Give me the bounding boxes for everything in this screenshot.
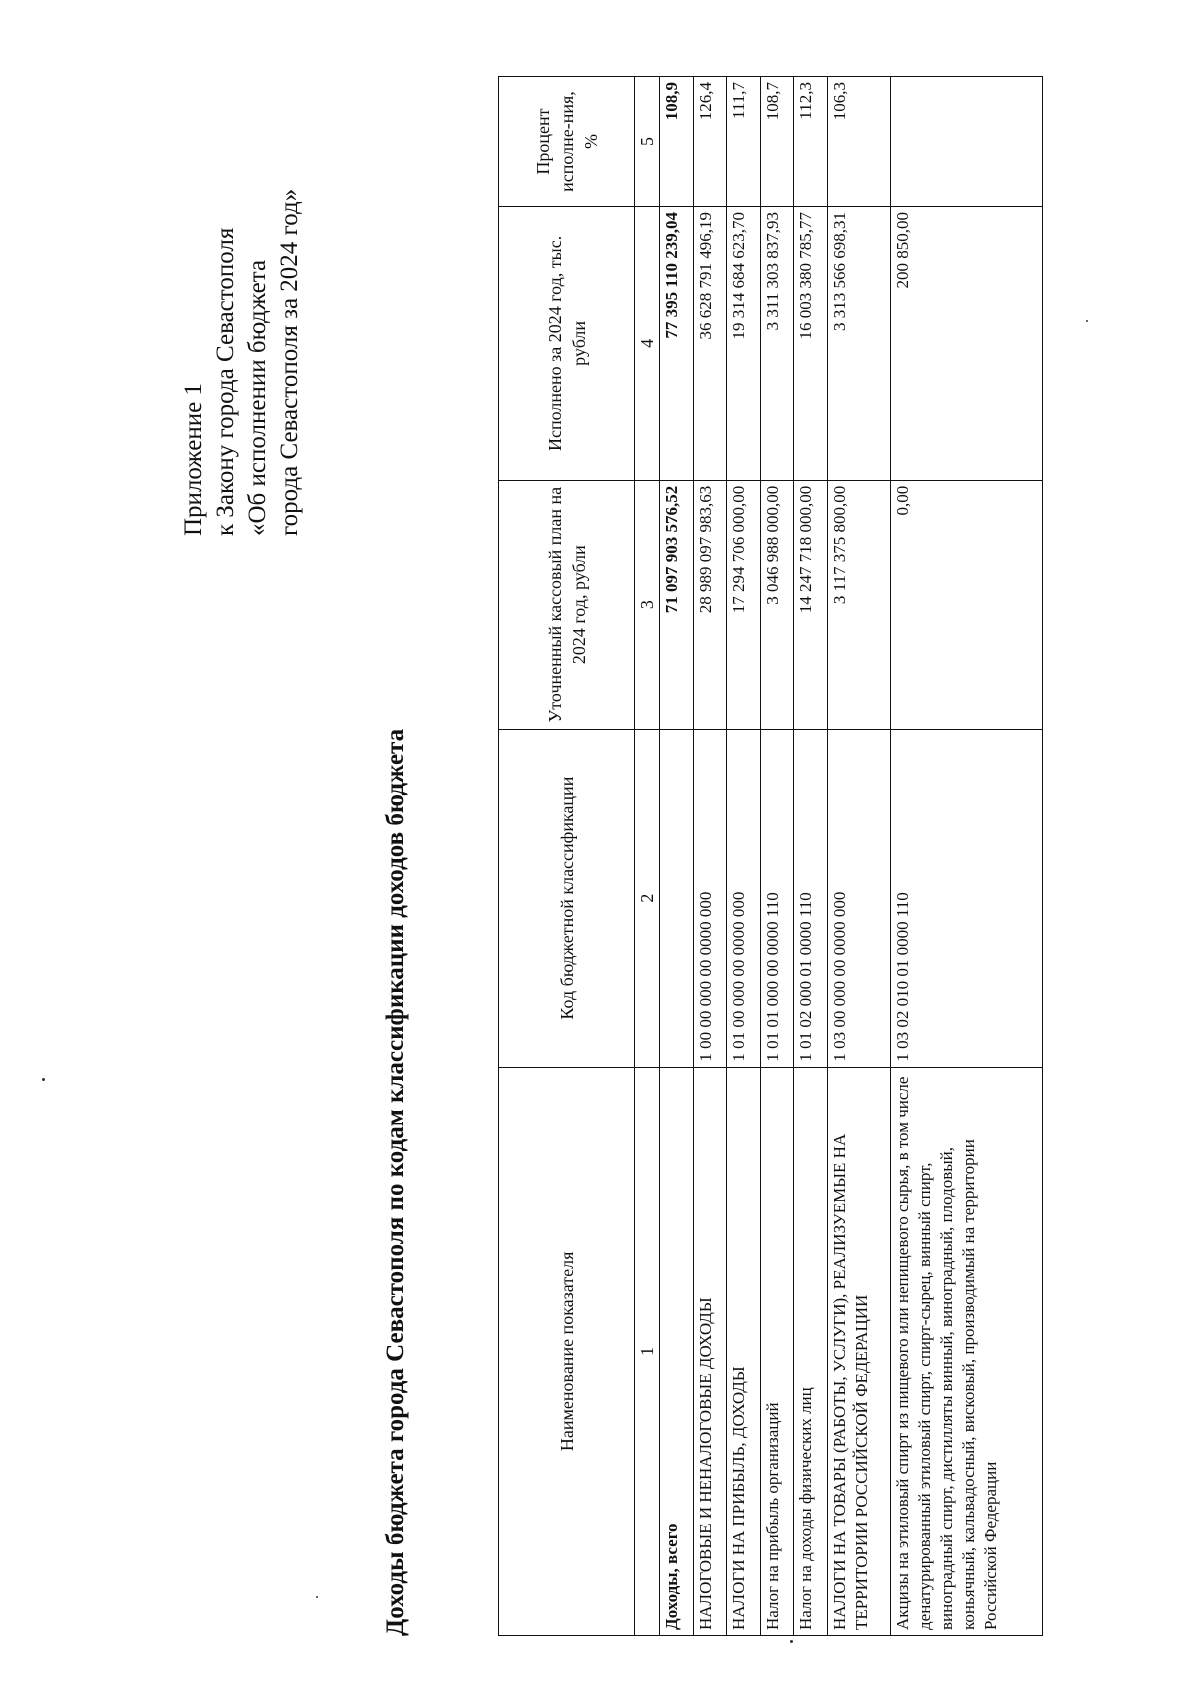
column-header-percent: Процент исполне-ния, % bbox=[499, 77, 635, 207]
row-name: НАЛОГИ НА ПРИБЫЛЬ, ДОХОДЫ bbox=[727, 1067, 761, 1635]
table-row bbox=[760, 77, 794, 1636]
row-executed: 3 311 303 837,93 bbox=[760, 207, 794, 481]
row-name: НАЛОГОВЫЕ И НЕНАЛОГОВЫЕ ДОХОДЫ bbox=[693, 1067, 727, 1635]
row-plan: 17 294 706 000,00 bbox=[727, 480, 761, 729]
row-plan: 3 046 988 000,00 bbox=[760, 480, 794, 729]
row-percent: 108,9 bbox=[660, 77, 694, 207]
row-executed: 3 313 566 698,31 bbox=[827, 207, 890, 481]
table-row bbox=[727, 77, 761, 1636]
row-code: 1 03 00 000 00 0000 000 bbox=[827, 729, 890, 1067]
column-number: 4 bbox=[635, 207, 660, 481]
row-executed: 19 314 684 623,70 bbox=[727, 207, 761, 481]
income-table bbox=[498, 76, 1043, 1636]
row-name: Акцизы на этиловый спирт из пищевого или непищевого сырья, в том числе денатурированный этиловый спирт, спирт-сырец, винный спирт, виноградный спирт, дистилляты винный, виноградный, плодовый, коньячный, кальвадосный, висковый, производимый на территории Российской Федерации bbox=[891, 1067, 1043, 1635]
row-code bbox=[660, 729, 694, 1067]
row-code: 1 01 02 000 01 0000 110 bbox=[794, 729, 828, 1067]
appendix-line: Приложение 1 bbox=[180, 383, 207, 536]
appendix-header bbox=[178, 66, 306, 536]
appendix-line: «Об исполнении бюджета bbox=[244, 259, 271, 536]
row-code: 1 01 00 000 00 0000 000 bbox=[727, 729, 761, 1067]
column-number: 5 bbox=[635, 77, 660, 207]
row-percent: 112,3 bbox=[794, 77, 828, 207]
row-percent: 126,4 bbox=[693, 77, 727, 207]
row-name: НАЛОГИ НА ТОВАРЫ (РАБОТЫ, УСЛУГИ), РЕАЛИЗУЕМЫЕ НА ТЕРРИТОРИИ РОССИЙСКОЙ ФЕДЕРАЦИИ bbox=[827, 1067, 890, 1635]
row-name: Доходы, всего bbox=[660, 1067, 694, 1635]
row-name: Налог на доходы физических лиц bbox=[794, 1067, 828, 1635]
table-row bbox=[794, 77, 828, 1636]
row-code: 1 00 00 000 00 0000 000 bbox=[693, 729, 727, 1067]
row-plan: 3 117 375 800,00 bbox=[827, 480, 890, 729]
column-header-plan: Уточненный кассовый план на 2024 год, рубли bbox=[499, 480, 635, 729]
appendix-line: к Закону города Севастополя bbox=[212, 227, 239, 536]
column-header-executed: Исполнено за 2024 год, тыс. рубли bbox=[499, 207, 635, 481]
row-percent: 111,7 bbox=[727, 77, 761, 207]
column-header-code: Код бюджетной классификации bbox=[499, 729, 635, 1067]
row-plan: 71 097 903 576,52 bbox=[660, 480, 694, 729]
column-header-name: Наименование показателя bbox=[499, 1067, 635, 1635]
document-title: Доходы бюджета города Севастополя по кодам классификации доходов бюджета bbox=[382, 728, 409, 1636]
row-executed: 36 628 791 496,19 bbox=[693, 207, 727, 481]
table-row bbox=[693, 77, 727, 1636]
row-percent bbox=[891, 77, 1043, 207]
column-number: 2 bbox=[635, 729, 660, 1067]
row-executed: 77 395 110 239,04 bbox=[660, 207, 694, 481]
row-percent: 108,7 bbox=[760, 77, 794, 207]
table-header-row bbox=[499, 77, 635, 1636]
table-row bbox=[827, 77, 890, 1636]
row-executed: 16 003 380 785,77 bbox=[794, 207, 828, 481]
row-percent: 106,3 bbox=[827, 77, 890, 207]
column-number: 1 bbox=[635, 1067, 660, 1635]
row-plan: 14 247 718 000,00 bbox=[794, 480, 828, 729]
appendix-line: города Севастополя за 2024 год» bbox=[276, 188, 303, 536]
row-code: 1 01 01 000 00 0000 110 bbox=[760, 729, 794, 1067]
row-code: 1 03 02 010 01 0000 110 bbox=[891, 729, 1043, 1067]
column-number: 3 bbox=[635, 480, 660, 729]
row-plan: 28 989 097 983,63 bbox=[693, 480, 727, 729]
table-row bbox=[891, 77, 1043, 1636]
row-name: Налог на прибыль организаций bbox=[760, 1067, 794, 1635]
row-plan: 0,00 bbox=[891, 480, 1043, 729]
table-row-total bbox=[660, 77, 694, 1636]
row-executed: 200 850,00 bbox=[891, 207, 1043, 481]
column-number-row bbox=[635, 77, 660, 1636]
